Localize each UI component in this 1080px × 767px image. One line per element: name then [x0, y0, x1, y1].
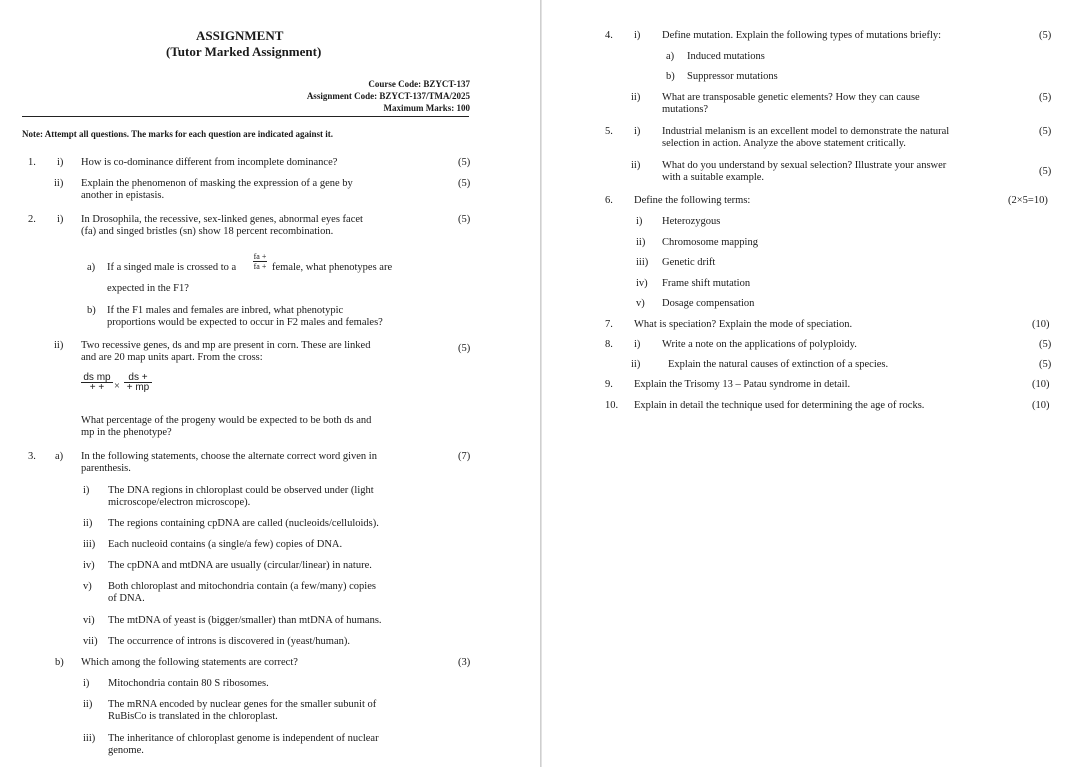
q2-i-text-2: (fa) and singed bristles (sn) show 18 percent recombination.	[81, 226, 334, 237]
q3-a-text-2: parenthesis.	[81, 463, 131, 474]
q6-item-label: ii)	[636, 237, 646, 248]
q8-ii-label: ii)	[631, 359, 641, 370]
q6-item-label: v)	[636, 298, 645, 309]
q3-b-text: Which among the following statements are correct?	[81, 657, 298, 668]
q4-b-text: Suppressor mutations	[687, 71, 778, 82]
q2-b-label: b)	[87, 305, 96, 316]
q5-i-text-1: Industrial melanism is an excellent model to demonstrate the natural	[662, 126, 950, 137]
q8-ii-marks: (5)	[1039, 359, 1052, 370]
q4-ii-label: ii)	[631, 92, 641, 103]
q1-i-text: How is co-dominance different from incomplete dominance?	[81, 157, 338, 168]
q5-ii-label: ii)	[631, 160, 641, 171]
q3-a-item-text-2: microscope/electron microscope).	[108, 497, 251, 508]
q4-b-label: b)	[666, 71, 675, 82]
q10-number: 10.	[605, 400, 619, 411]
q3-b-item-text: The mRNA encoded by nuclear genes for the smaller subunit of	[108, 699, 377, 710]
q3-a-text-1: In the following statements, choose the alternate correct word given in	[81, 451, 377, 462]
assignment-title: ASSIGNMENT	[196, 28, 284, 43]
q2-cross-frac-1	[81, 373, 113, 392]
q2-fraction	[253, 252, 267, 271]
q2-fraction-den: fa +	[253, 262, 267, 271]
q7-marks: (10)	[1032, 319, 1050, 330]
q2-cross-num-2: ds +	[128, 372, 148, 383]
q4-a-label: a)	[666, 51, 675, 62]
q5-i-label: i)	[634, 126, 641, 137]
q7-text: What is speciation? Explain the mode of speciation.	[634, 319, 853, 330]
q6-item-text: Genetic drift	[662, 257, 716, 268]
course-code: Course Code: BZYCT-137	[368, 79, 470, 89]
q9-text: Explain the Trisomy 13 – Patau syndrome in detail.	[634, 379, 851, 390]
q4-ii-text-2: mutations?	[662, 104, 709, 115]
q6-item-text: Dosage compensation	[662, 298, 755, 309]
q3-a-label: a)	[55, 451, 64, 462]
q6-item-text: Chromosome mapping	[662, 237, 758, 248]
q2-cross-frac-2	[124, 373, 152, 392]
q8-number: 8.	[605, 339, 613, 350]
q3-a-item-text: The regions containing cpDNA are called (nucleoids/celluloids).	[108, 518, 379, 529]
q3-b-item-text-2: RuBisCo is translated in the chloroplast.	[108, 711, 278, 722]
q2-a-text-3: expected in the F1?	[107, 283, 189, 294]
q2-ii-text-1: Two recessive genes, ds and mp are present in corn. These are linked	[81, 340, 371, 351]
instructions-note: Note: Attempt all questions. The marks for each question are indicated against it.	[22, 129, 334, 139]
q3-b-item-label: ii)	[83, 699, 93, 710]
q3-a-item-label: vii)	[83, 636, 98, 647]
q2-ii-question-2: mp in the phenotype?	[81, 427, 172, 438]
q3-a-marks: (7)	[458, 451, 471, 462]
q2-a-text-2: female, what phenotypes are	[272, 262, 393, 273]
q3-a-item-label: iv)	[83, 560, 95, 571]
q9-number: 9.	[605, 379, 613, 390]
q6-number: 6.	[605, 195, 613, 206]
q3-a-item-label: ii)	[83, 518, 93, 529]
q2-number: 2.	[28, 214, 36, 225]
q2-cross-num-1: ds mp	[83, 372, 111, 383]
q3-a-item-label: v)	[83, 581, 92, 592]
q6-item-text: Frame shift mutation	[662, 278, 751, 289]
q2-cross-den-1: + +	[81, 382, 113, 392]
q3-number: 3.	[28, 451, 36, 462]
q8-i-marks: (5)	[1039, 339, 1052, 350]
assignment-subtitle: (Tutor Marked Assignment)	[166, 44, 322, 59]
q8-i-label: i)	[634, 339, 641, 350]
right-page	[541, 0, 1080, 767]
q1-ii-text-2: another in epistasis.	[81, 190, 165, 201]
q2-cross-times: ×	[114, 381, 120, 392]
assignment-code: Assignment Code: BZYCT-137/TMA/2025	[306, 91, 470, 101]
q10-marks: (10)	[1032, 400, 1050, 411]
header-rule	[22, 116, 469, 117]
q4-number: 4.	[605, 30, 613, 41]
q4-ii-marks: (5)	[1039, 92, 1052, 103]
q4-a-text: Induced mutations	[687, 51, 765, 62]
q2-cross-den-2: + mp	[124, 382, 152, 392]
max-marks: Maximum Marks: 100	[383, 103, 470, 113]
q6-marks: (2×5=10)	[1008, 195, 1048, 206]
q5-ii-marks: (5)	[1039, 166, 1052, 177]
q2-i-text-1: In Drosophila, the recessive, sex-linked genes, abnormal eyes facet	[81, 214, 363, 225]
q5-i-marks: (5)	[1039, 126, 1052, 137]
q7-number: 7.	[605, 319, 613, 330]
q5-ii-text-1: What do you understand by sexual selection? Illustrate your answer	[662, 160, 947, 171]
q2-b-text-1: If the F1 males and females are inbred, what phenotypic	[107, 305, 344, 316]
q3-b-item-label: i)	[83, 678, 90, 689]
q8-ii-text: Explain the natural causes of extinction of a species.	[668, 359, 889, 370]
q3-b-item-label: iii)	[83, 733, 96, 744]
q6-item-label: i)	[636, 216, 643, 227]
q3-a-item-label: vi)	[83, 615, 95, 626]
q3-b-item-text: Mitochondria contain 80 S ribosomes.	[108, 678, 269, 689]
q1-i-marks: (5)	[458, 157, 471, 168]
q6-item-text: Heterozygous	[662, 216, 721, 227]
q2-i-label: i)	[57, 214, 64, 225]
q3-b-marks: (3)	[458, 657, 471, 668]
q2-fraction-num: fa +	[253, 252, 267, 261]
q6-text: Define the following terms:	[634, 195, 751, 206]
q2-ii-question-1: What percentage of the progeny would be expected to be both ds and	[81, 415, 372, 426]
q2-b-text-2: proportions would be expected to occur in F2 males and females?	[107, 317, 383, 328]
q6-item-label: iv)	[636, 278, 648, 289]
q5-number: 5.	[605, 126, 613, 137]
q8-i-text: Write a note on the applications of polyploidy.	[662, 339, 857, 350]
q3-a-item-text: The cpDNA and mtDNA are usually (circular/linear) in nature.	[108, 560, 372, 571]
q3-a-item-label: iii)	[83, 539, 96, 550]
q2-ii-label: ii)	[54, 340, 64, 351]
q4-i-label: i)	[634, 30, 641, 41]
q3-a-item-text: The occurrence of introns is discovered in (yeast/human).	[108, 636, 350, 647]
q2-ii-marks: (5)	[458, 343, 471, 354]
q3-a-item-label: i)	[83, 485, 90, 496]
q1-ii-label: ii)	[54, 178, 64, 189]
q1-i-label: i)	[57, 157, 64, 168]
q2-a-text-1: If a singed male is crossed to a	[107, 262, 237, 273]
q3-a-item-text-2: of DNA.	[108, 593, 145, 604]
q1-ii-marks: (5)	[458, 178, 471, 189]
q5-i-text-2: selection in action. Analyze the above statement critically.	[662, 138, 906, 149]
q4-i-text: Define mutation. Explain the following types of mutations briefly:	[662, 30, 942, 41]
q1-number: 1.	[28, 157, 36, 168]
q9-marks: (10)	[1032, 379, 1050, 390]
q2-a-label: a)	[87, 262, 96, 273]
q3-a-item-text: Each nucleoid contains (a single/a few) copies of DNA.	[108, 539, 343, 550]
q1-ii-text-1: Explain the phenomenon of masking the expression of a gene by	[81, 178, 353, 189]
q3-a-item-text: The mtDNA of yeast is (bigger/smaller) than mtDNA of humans.	[108, 615, 382, 626]
q4-i-marks: (5)	[1039, 30, 1052, 41]
q3-b-item-text: The inheritance of chloroplast genome is independent of nuclear	[108, 733, 379, 744]
q2-ii-text-2: and are 20 map units apart. From the cross:	[81, 352, 263, 363]
q5-ii-text-2: with a suitable example.	[662, 172, 765, 183]
q3-b-label: b)	[55, 657, 64, 668]
q3-b-item-text-2: genome.	[108, 745, 144, 756]
q10-text: Explain in detail the technique used for determining the age of rocks.	[634, 400, 925, 411]
q2-i-marks: (5)	[458, 214, 471, 225]
q4-ii-text-1: What are transposable genetic elements? How they can cause	[662, 92, 920, 103]
q3-a-item-text: The DNA regions in chloroplast could be observed under (light	[108, 485, 374, 496]
q6-item-label: iii)	[636, 257, 649, 268]
q3-a-item-text: Both chloroplast and mitochondria contain (a few/many) copies	[108, 581, 376, 592]
